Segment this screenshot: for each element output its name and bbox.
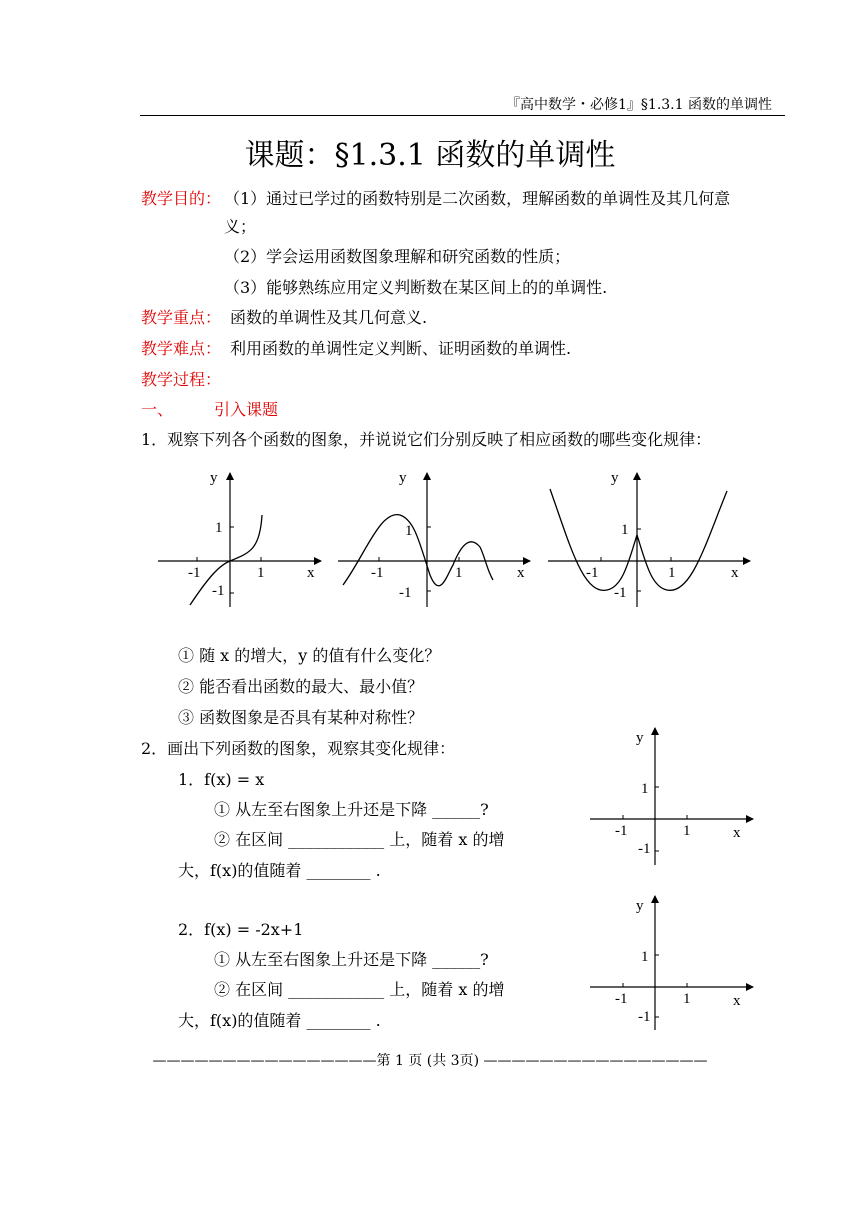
x-label: x [733,993,741,1009]
x-label: x [307,565,315,581]
sub2-q-c: 大，f(x)的值随着 ________ . [178,1011,381,1030]
section1-title: 引入课题 [214,400,279,419]
section1-num: 一、 [141,400,174,419]
tick-1-x: 1 [668,565,676,581]
tick-neg1-x: -1 [615,991,628,1007]
objective-2: （2）学会运用函数图象理解和研究函数的性质； [224,247,571,266]
process-label: 教学过程： [141,370,222,389]
tick-neg1-y: -1 [638,1009,651,1025]
objectives-label: 教学目的： [141,189,222,208]
sub1-q-b: ② 在区间 ____________ 上，随着 x 的增 [214,830,505,849]
curve [343,515,493,586]
tick-1-y: 1 [215,520,223,536]
key-point-text: 函数的单调性及其几何意义. [230,308,428,327]
objective-1b: 义； [224,217,257,236]
tick-neg1-x: -1 [188,565,201,581]
sub1-q-c: 大，f(x)的值随着 ________ . [178,861,381,880]
graph-3 [545,465,755,615]
page-footer: ————————————————第 1 页 (共 3页) ———————————————— [152,1053,708,1069]
difficulty-label: 教学难点： [141,339,222,358]
question-1: 1．观察下列各个函数的图象，并说说它们分别反映了相应函数的哪些变化规律： [141,430,712,449]
y-label: y [611,470,619,486]
tick-neg1-x: -1 [371,565,384,581]
tick-neg1-y: -1 [399,585,412,601]
question-item-2: ② 能否看出函数的最大、最小值？ [178,677,424,696]
question-item-1: ① 随 x 的增大，y 的值有什么变化？ [178,646,441,665]
question-2: 2．画出下列函数的图象，观察其变化规律： [141,739,456,758]
tick-1-y: 1 [641,949,649,965]
question-item-3: ③ 函数图象是否具有某种对称性？ [178,708,424,727]
sub2-func: 2．f(x) = -2x+1 [178,920,304,939]
tick-neg1-x: -1 [615,823,628,839]
x-label: x [731,565,739,581]
x-label: x [517,565,525,581]
sub2-q-b: ② 在区间 ____________ 上，随着 x 的增 [214,980,505,999]
tick-neg1-y: -1 [614,585,627,601]
x-label: x [733,825,741,841]
tick-1-x: 1 [683,823,691,839]
blank-graph-1 [585,722,755,867]
tick-1-y: 1 [621,522,629,538]
tick-1-x: 1 [455,565,463,581]
tick-neg1-x: -1 [586,565,599,581]
objective-3: （3）能够熟练应用定义判断数在某区间上的的单调性. [224,278,608,297]
objective-1a: （1）通过已学过的函数特别是二次函数，理解函数的单调性及其几何意 [224,189,731,208]
y-label: y [636,730,644,746]
curve [550,489,727,590]
tick-1-y: 1 [405,523,413,539]
page-header: 『高中数学・必修1』§1.3.1 函数的单调性 [506,97,772,113]
page-title: 课题：§1.3.1 函数的单调性 [244,138,616,173]
graph-2 [335,465,535,615]
tick-1-y: 1 [641,781,649,797]
sub1-func: 1．f(x) = x [178,770,265,789]
tick-1-x: 1 [257,565,265,581]
header-rule [140,115,785,116]
tick-1-x: 1 [683,991,691,1007]
sub2-q-a: ① 从左至右图象上升还是下降 ______? [214,950,489,969]
y-label: y [399,470,407,486]
y-label: y [636,898,644,914]
y-label: y [210,470,218,486]
difficulty-text: 利用函数的单调性定义判断、证明函数的单调性. [230,339,572,358]
graph-1 [155,465,325,615]
key-point-label: 教学重点： [141,308,222,327]
tick-neg1-y: -1 [638,841,651,857]
curve [190,515,262,605]
blank-graph-2 [585,890,755,1035]
sub1-q-a: ① 从左至右图象上升还是下降 ______? [214,800,489,819]
tick-neg1-y: -1 [212,583,225,599]
